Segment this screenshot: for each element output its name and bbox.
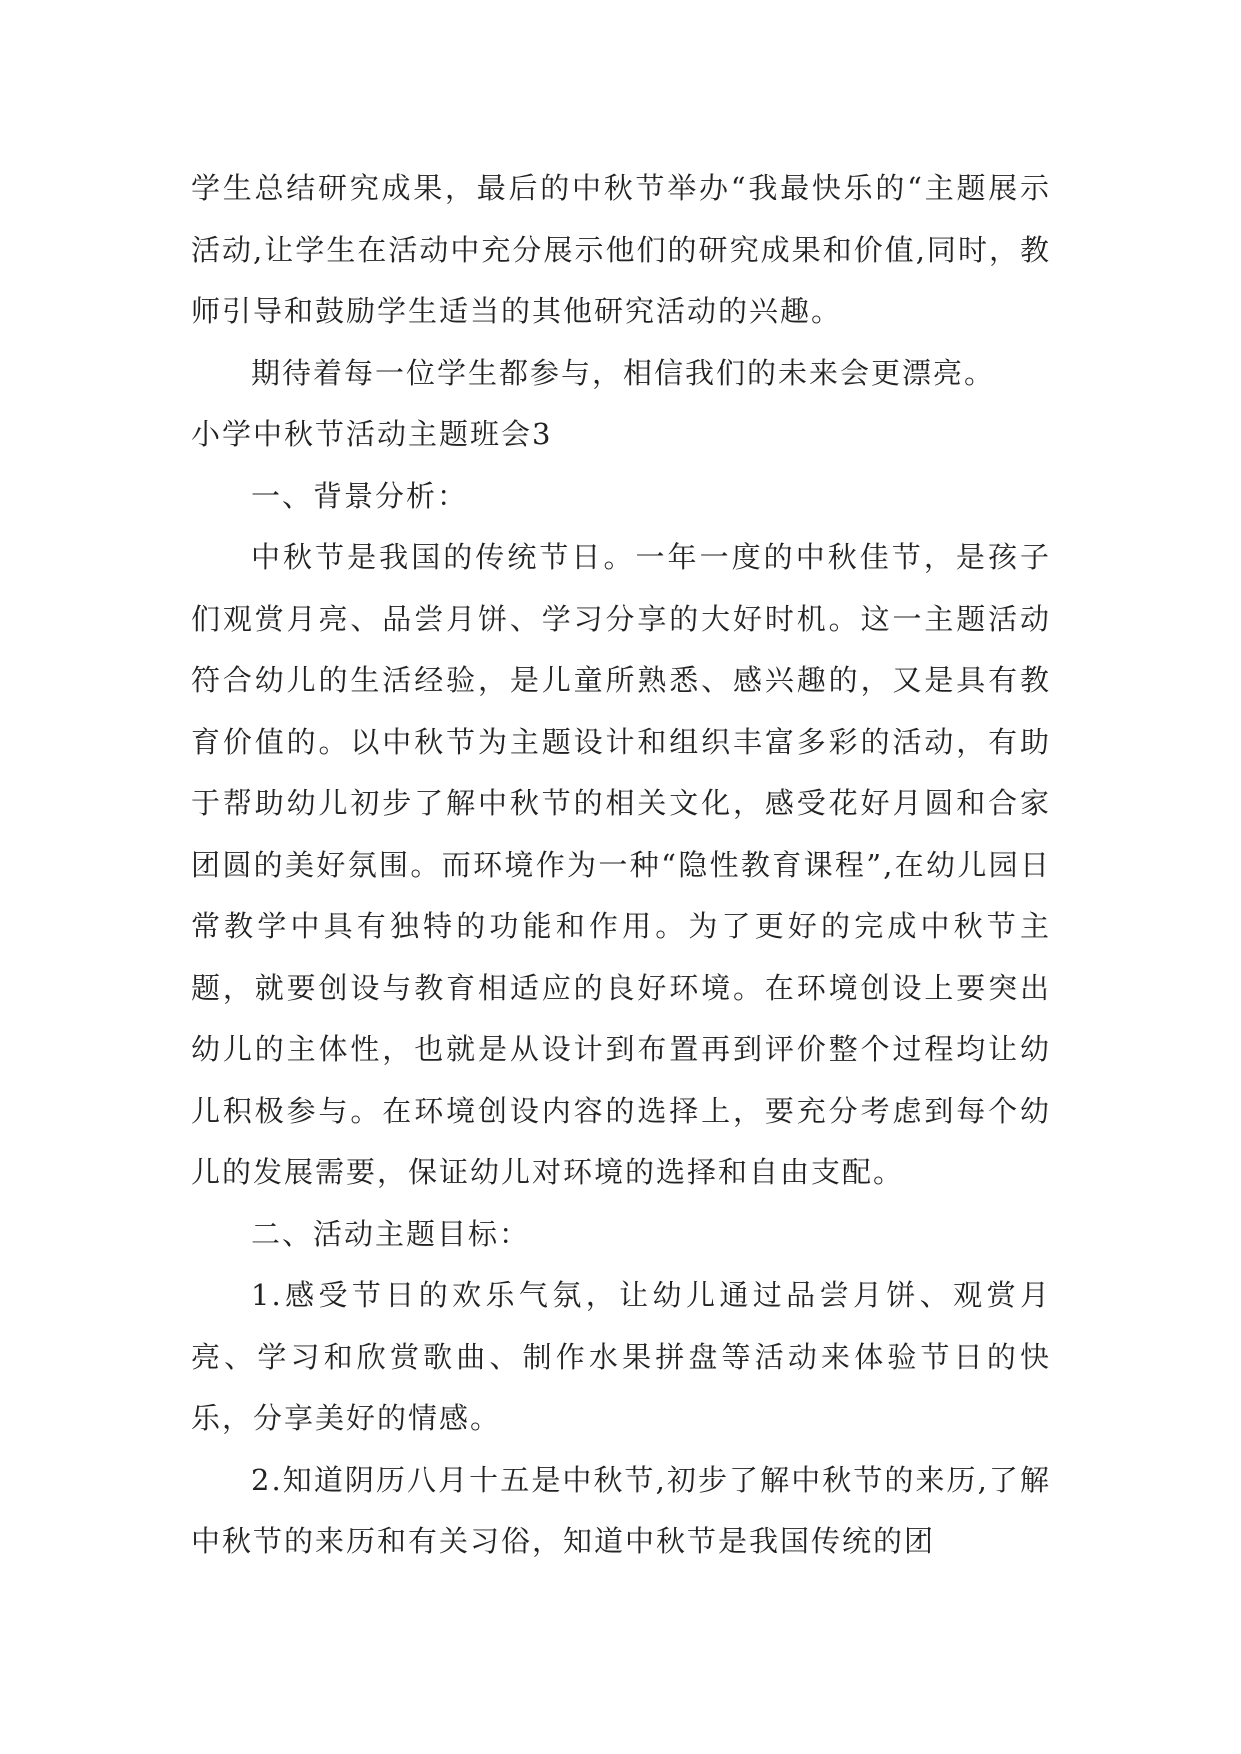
subheading-goals: 二、活动主题目标： xyxy=(251,1216,531,1251)
paragraph-research-summary: 学生总结研究成果，最后的中秋节举办“我最快乐的“主题展示活动,让学生在活动中充分展示他们的研究成果和价值,同时，教师引导和鼓励学生适当的其他研究活动的兴趣。 xyxy=(191,171,1051,328)
section-title: 小学中秋节活动主题班会3 xyxy=(191,417,553,451)
subheading-background: 一、背景分析： xyxy=(251,478,469,513)
paragraph-expectation: 期待着每一位学生都参与，相信我们的未来会更漂亮。 xyxy=(251,355,996,390)
goal-item-1: 1.感受节日的欢乐气氛，让幼儿通过品尝月饼、观赏月亮、学习和欣赏歌曲、制作水果拼盘等活动来体验节日的快乐，分享美好的情感。 xyxy=(191,1278,1051,1435)
goal-item-2: 2.知道阴历八月十五是中秋节,初步了解中秋节的来历,了解中秋节的来历和有关习俗，知道中秋节是我国传统的团 xyxy=(191,1462,1051,1558)
paragraph-background: 中秋节是我国的传统节日。一年一度的中秋佳节，是孩子们观赏月亮、品尝月饼、学习分享的大好时机。这一主题活动符合幼儿的生活经验，是儿童所熟悉、感兴趣的，又是具有教育价值的。以中秋节为主题设计和组织丰富多彩的活动，有助于帮助幼儿初步了解中秋节的相关文化，感受花好月圆和合家团圆的美好氛围。而环境作为一种“隐性教育课程”,在幼儿园日常教学中具有独特的功能和作用。为了更好的完成中秋节主题，就要创设与教育相适应的良好环境。在环境创设上要突出幼儿的主体性，也就是从设计到布置再到评价整个过程均让幼儿积极参与。在环境创设内容的选择上，要充分考虑到每个幼儿的发展需要，保证幼儿对环境的选择和自由支配。 xyxy=(191,540,1051,1189)
document-body xyxy=(191,158,1051,1573)
